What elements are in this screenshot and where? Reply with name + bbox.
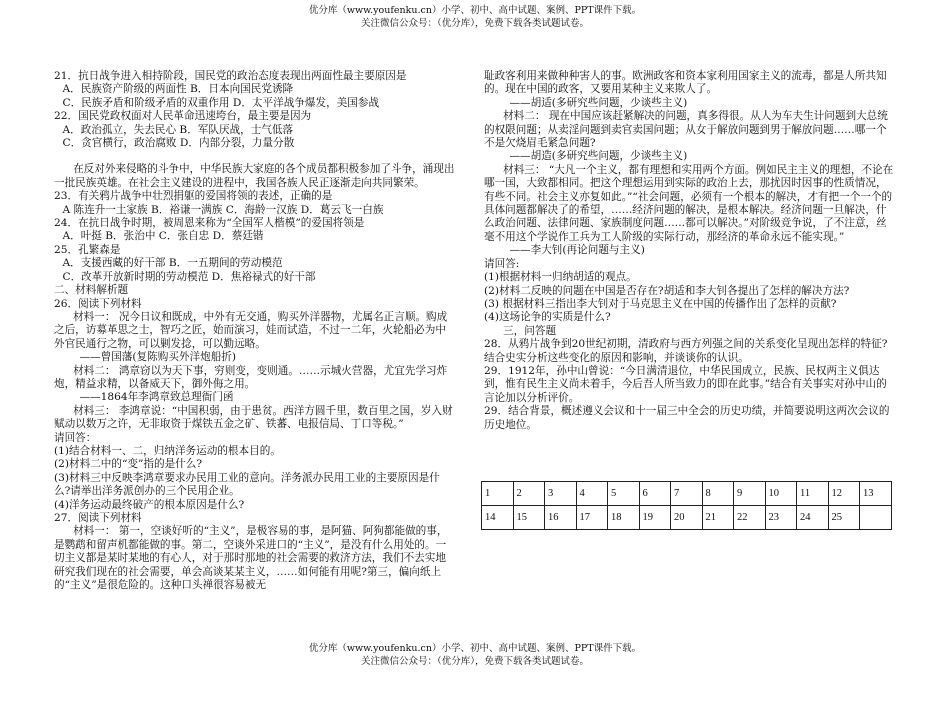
question-23-options: A 陈连升一土家族 B．裕谦一满族 C．海龄一汉族 D．葛云飞一白族 xyxy=(62,203,384,216)
question-25-options-2: C．改革开放新时期的劳动模范 D．焦裕禄式的好干部 xyxy=(62,270,316,283)
answer-cell[interactable]: 14 xyxy=(482,506,514,530)
footer-line-1: 优分库（www.youfenku.cn）小学、初中、高中试题、案例、PPT课件下载。 xyxy=(308,643,642,654)
q26-sub-3: (3)材料三中反映李鸿章要求办民用工业的意向。洋务派办民用工业的主要原因是什么?请举出洋务派创办的三个民用企业。 xyxy=(54,471,440,498)
q27-sub-2: (2)材料二反映的问题在中国是否存在?胡适和李大钊各提出了怎样的解决方法? xyxy=(484,284,850,297)
q27-material-1-source: ——胡适(多研究些问题，少谈些主义) xyxy=(509,96,688,109)
question-25-options-1: A．支援西藏的好干部 B．一五期间的劳动模范 xyxy=(62,257,283,270)
question-22-stem: 22．国民党政权面对人民革命迅速垮台，最主要是因为 xyxy=(54,110,312,123)
q26-material-1: 材料一： 况今日议和既成，中外有无交通，购买外洋器物，尤属名正言顺。购成之后，访募革思之士，智巧之匠，始而演习，娃而试造，不过一二年，火轮船必为中外官民通行之物，可以剿发捻，可以勤远略。 xyxy=(54,310,448,350)
answer-cell[interactable]: 7 xyxy=(671,482,703,506)
header-line-1: 优分库（www.youfenku.cn）小学、初中、高中试题、案例、PPT课件下载。 xyxy=(308,5,642,16)
q26-material-3: 材料三： 李鸿章说：“中国积弱，由于患贫。西洋方圆千里，数百里之国，岁入财赋动以数万之许，无非取资于煤铁五金之矿、铁蕃、电报信局、丁口等税。” xyxy=(54,404,453,431)
q26-sub-1: (1)结合材料一、二，归纳洋务运动的根本目的。 xyxy=(54,444,281,457)
q26-material-2: 材料二： 鸿章窃以为天下事，穷则变，变则通。……示城火营器，尤宜先学习炸炮，精益求精，以备威天下，御外侮之用。 xyxy=(54,364,448,390)
answer-cell[interactable]: 20 xyxy=(671,506,703,530)
answer-cell[interactable]: 5 xyxy=(608,482,640,506)
answer-cell[interactable]: 3 xyxy=(545,482,577,506)
page-footer xyxy=(0,642,950,668)
answer-cell[interactable]: 12 xyxy=(828,482,860,506)
q26-material-2-source: ——1864年李鸿章致总理衙门函 xyxy=(79,391,234,404)
q27-material-1: 材料一： 第一，空谈好听的“主义”，是极容易的事，是阿猫、阿狗都能做的事，是鹦鹉和留声机都能做的事。第二，空谈外采进口的“主义”，是没有什么用处的。一切主义都是某时某地的有心人，对于那时那地的社会需要的救济方法，我们不去实地研究我们现在的社会需要，单会高谈某某主义，……如何能有用呢?第三，偏向纸上的“主义”是很危险的。这种口头禅很容易被无 xyxy=(54,525,448,592)
answer-cell[interactable]: 25 xyxy=(828,506,860,530)
answer-cell[interactable]: 18 xyxy=(608,506,640,530)
answer-table-row-1 xyxy=(482,482,892,506)
answer-cell[interactable]: 9 xyxy=(734,482,766,506)
answer-table-row-2 xyxy=(482,506,892,530)
section-2-heading: 二、材料解析题 xyxy=(54,284,129,297)
answer-cell[interactable]: 22 xyxy=(734,506,766,530)
answer-cell[interactable] xyxy=(860,506,892,530)
footer-line-2: 关注微信公众号：（优分库），免费下载各类试题试卷。 xyxy=(360,656,589,667)
q27-ask: 请回答: xyxy=(484,257,520,270)
answer-cell[interactable]: 13 xyxy=(860,482,892,506)
left-column xyxy=(54,70,456,592)
answer-cell[interactable]: 21 xyxy=(702,506,734,530)
answer-cell[interactable]: 10 xyxy=(765,482,797,506)
question-29-meetings: 29．结合背景，概述遵义会议和十一届三中全会的历史功绩，并简要说明这两次会议的历史地位。 xyxy=(484,405,890,431)
answer-table xyxy=(481,481,892,530)
answer-cell[interactable]: 1 xyxy=(482,482,514,506)
question-23-stem: 23．有关鸦片战争中壮烈捐躯的爱国将领的表述，正确的是 xyxy=(54,190,333,203)
question-22-options-2: C．贪官横行，政治腐败 D．内部分裂，力量分散 xyxy=(62,137,295,150)
question-24-stem: 24．在抗日战争时期，被周恩来称为“全国军人楷模”的爱国将领是 xyxy=(54,217,365,230)
q27-sub-1: (1)根据材料一归纳胡适的观点。 xyxy=(484,271,637,284)
q26-sub-4: (4)洋务运动最终破产的根本原因是什么? xyxy=(54,498,245,511)
question-21-stem: 21．抗日战争进入相持阶段，国民党的政治态度表现出两面性最主要原因是 xyxy=(54,70,407,82)
question-25-stem: 25．孔繁森是 xyxy=(54,243,121,256)
q27-material-3: 材料三： “大凡一个主义，都有理想和实用两个方面。例如民主主义的理想，不论在哪一国，大致都相同。把这个理想运用到实际的政治上去，那扰因时因事的性质情况，有些不同。社会主义亦复如此。”“社会问题，必须有一个根本的解决，才有把一个一个的具体问题都解决了的希望，……经济问题的解决，是根本解决。经济问题一旦解决，什么政治问题、法律问题、家族制度问题……都可以解决。”对阶级竞争说，了不注意，丝毫不用这个学说作工兵为工人阶级的实际行动，那经济的革命永远不能实现。” xyxy=(484,163,894,243)
question-22-options-1: A．政治孤立，失去民心 B．军队厌战，士气低落 xyxy=(62,123,294,136)
answer-cell[interactable]: 15 xyxy=(513,506,545,530)
q26-material-1-source: ——曾国藩(复陈购买外洋炮船折) xyxy=(79,351,237,364)
answer-cell[interactable]: 2 xyxy=(513,482,545,506)
right-column xyxy=(484,70,896,432)
intro-paragraph: 在反对外来侵略的斗争中，中华民族大家庭的各个成员都积极参加了斗争，涌现出一批民族英雄。在社会主义建设的进程中，我国各族人民正逐渐走向共同繁荣。 xyxy=(54,163,455,189)
section-3-heading: 三，问答题 xyxy=(503,324,557,337)
answer-cell[interactable]: 6 xyxy=(639,482,671,506)
q27-sub-3: (3) 根据材料三指出李大钊对于马克思主义在中国的传播作出了怎样的贡献? xyxy=(484,297,837,310)
q27-material-1-continued: 耻政客利用来做种种害人的事。欧洲政客和资本家利用国家主义的流毒，都是人所共知的。现在中国的政客，又要用某种主义来欺人了。 xyxy=(484,70,887,96)
question-26-stem: 26．阅读下列材料 xyxy=(54,297,142,310)
answer-cell[interactable]: 24 xyxy=(797,506,829,530)
header-line-2: 关注微信公众号：（优分库），免费下载各类试题试卷。 xyxy=(360,18,589,29)
question-24-options: A．叶挺 B．张治中 C．张自忠 D．蔡廷锴 xyxy=(62,230,264,243)
question-21-options-1: A．民族资产阶级的两面性 B．日本向国民党诱降 xyxy=(62,83,294,96)
question-28: 28．从鸦片战争到20世纪初期，清政府与西方列强之间的关系变化呈现出怎样的特征?结合史实分析这些变化的原因和影响，并谈谈你的认识。 xyxy=(484,338,888,364)
answer-cell[interactable]: 16 xyxy=(545,506,577,530)
q26-sub-2: (2)材料二中的“变”指的是什么? xyxy=(54,458,203,471)
answer-cell[interactable]: 23 xyxy=(765,506,797,530)
answer-cell[interactable]: 8 xyxy=(702,482,734,506)
question-29-sun: 29．1912年，孙中山曾说：“今日满清退位，中华民国成立，民族、民权两主义俱达到，惟有民生主义尚未着手，今后吾人所当致力的即在此事。”结合有关事实对孙中山的言论加以分析评价。 xyxy=(484,364,887,404)
answer-cell[interactable]: 19 xyxy=(639,506,671,530)
q26-ask: 请回答： xyxy=(54,431,97,444)
answer-cell[interactable]: 17 xyxy=(576,506,608,530)
q27-material-3-source: ——李大钊(再论问题与主义) xyxy=(509,244,645,257)
q27-material-2: 材料二： 现在中国应该赶紧解决的问题，真多得很。从人为车夫生计问题到大总统的权限问题；从卖淫问题到卖官卖国问题；从女于解放问题到男于解放问题……哪一个不是欠烧眉毛紧急问题? xyxy=(484,110,888,150)
q27-sub-4: (4)这场论争的实质是什么? xyxy=(484,311,611,324)
page-header xyxy=(0,4,950,30)
answer-cell[interactable]: 11 xyxy=(797,482,829,506)
question-27-stem: 27．阅读下列材料 xyxy=(54,512,142,524)
question-21-options-2: C．民族矛盾和阶级矛盾的双重作用 D．太平洋战争爆发，美国参战 xyxy=(62,96,380,109)
q27-material-2-source: ——胡造(多研究些问题，少谈些主义) xyxy=(509,150,688,163)
answer-cell[interactable]: 4 xyxy=(576,482,608,506)
